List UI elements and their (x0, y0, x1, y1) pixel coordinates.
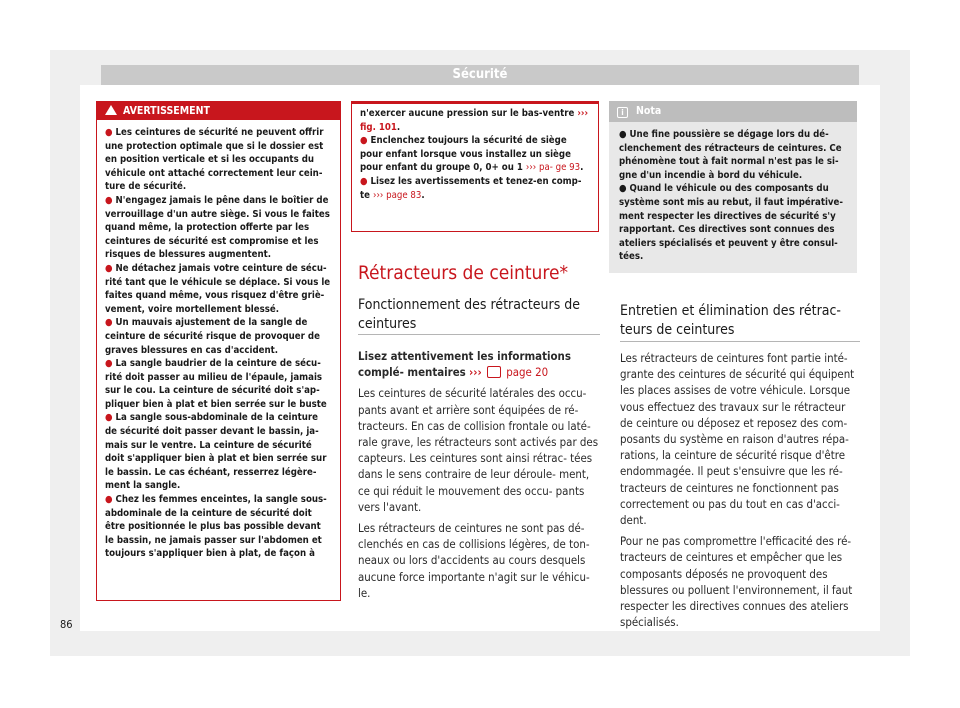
bullet-icon: ● (105, 358, 113, 370)
warning-item: ● Chez les femmes enceintes, la sangle sous- abdominale de la ceinture de sécurité doit être positionnée le plus bas possible devant le bassin, ne jamais passer sur l'abdomen et toujours s'appliquer bien à plat, de façon à (105, 494, 327, 560)
warning-title: AVERTISSEMENT (123, 105, 210, 117)
note-box (609, 101, 857, 273)
note-item: ● Quand le véhicule ou des composants du système sont mis au rebut, il faut impérative- ment respecter les directives de sécurité s'y rapportant. Ces directives sont connues des ateliers spécialisés et peuvent y être consul- tées. (619, 183, 843, 263)
paragraph: Les ceintures de sécurité latérales des occu- pants avant et arrière sont équipées de ré- tracteurs. En cas de collision frontale ou laté- rale grave, les rétracteurs sont activés par des capteurs. Les ceintures sont ainsi rétrac- tées dans le sens contraire de leur déroule- ment, ce qui réduit le mouvement des occu- pants vers l'avant. (358, 386, 599, 514)
section-subtitle: Fonctionnement des rétracteurs de ceintures (358, 297, 581, 332)
paragraph: Pour ne pas compromettre l'efficacité des ré- tracteurs de ceintures et empêcher que les composants déposés ne provoquent des blessures ou polluent l'environnement, il faut respecter les directives connues des ateliers spécialisés. (620, 534, 853, 630)
book-icon (487, 366, 501, 378)
ref-arrows: ››› (469, 365, 482, 380)
warning-item: ● Un mauvais ajustement de la sangle de ceinture de sécurité risque de provoquer de graves blessures en cas d'accident. (105, 317, 320, 356)
figure-link[interactable]: ››› fig. 101 (360, 108, 589, 133)
page-number: 86 (60, 618, 73, 631)
note-body (609, 122, 857, 264)
note-title: Nota (636, 105, 662, 117)
page-link[interactable]: ››› pa- ge 93 (525, 162, 581, 174)
bullet-icon: ● (105, 317, 113, 329)
section2-body (620, 350, 860, 635)
warning-item: ● Lisez les avertissements et tenez-en comp- te ››› page 83. (360, 175, 582, 201)
note-header (609, 101, 857, 122)
bullet-icon: ● (360, 175, 368, 187)
warning-item: ● Les ceintures de sécurité ne peuvent offrir une protection optimale que si le dossier est en position verticale et si les occupants du véhicule ont attaché correctement leur cein- ture de sécurité. (105, 127, 324, 193)
warning-box (96, 101, 341, 601)
warning-item: ● La sangle baudrier de la ceinture de sécu- rité doit passer au milieu de l'épaule, jamais sur le cou. La ceinture de sécurité doit s'ap- pliquer bien à plat et bien serrée sur le buste (105, 358, 327, 410)
warning-item: ● La sangle sous-abdominale de la ceinture de sécurité doit passer devant le bassin, ja- mais sur le ventre. La ceinture de sécurité doit s'appliquer bien à plat et bien serrée sur le bassin. Le cas échéant, resserrez légère- ment la sangle. (105, 412, 327, 492)
section-body (358, 348, 600, 606)
divider (620, 341, 860, 342)
bullet-icon: ● (619, 183, 627, 195)
bullet-icon: ● (360, 135, 368, 147)
paragraph: Les rétracteurs de ceintures font partie inté- grante des ceintures de sécurité qui équipent les places assises de votre véhicule. Lorsque vous effectuez des travaux sur le rétracteur de ceinture ou déposez et reposez des com- posants du système en raison d'autres répa- rations, la ceinture de sécurité risque d'être endommagée. Il peut s'ensuivre que les ré- tracteurs de ceintures ne fonctionnent pas correctement ou pas du tout en cas d'acci- dent. (620, 351, 855, 528)
warning-cont-line: n'exercer aucune pression sur le bas-ventre ››› fig. 101. (360, 108, 589, 133)
warning-triangle-icon (105, 105, 117, 115)
warning-continuation-body (352, 104, 598, 202)
page-link[interactable]: page 20 (506, 365, 549, 380)
warning-continuation-box (351, 101, 599, 232)
paragraph: Les rétracteurs de ceintures ne sont pas dé- clenchés en cas de collisions légères, de ton- neaux ou lors d'accidents au cours desquels aucune force importante n'agit sur le véhicu- le. (358, 521, 590, 600)
bullet-icon: ● (105, 127, 113, 138)
bullet-icon: ● (105, 262, 113, 274)
divider (358, 334, 600, 335)
warning-item: ● N'engagez jamais le pêne dans le boîtier de verrouillage d'un autre siège. Si vous le faites quand même, la protection offerte par les ceintures de sécurité est compromise et les risques de blessures augmentent. (105, 194, 330, 261)
section-header: Sécurité (101, 65, 859, 85)
warning-header (97, 102, 340, 120)
page-link[interactable]: ››› page 83 (373, 189, 422, 201)
intro-line: Lisez attentivement les informations complé- mentaires ››› page 20 (358, 349, 571, 380)
section2-subtitle: Entretien et élimination des rétrac- teurs de ceintures (620, 303, 841, 338)
bullet-icon: ● (105, 494, 113, 506)
info-icon: i (617, 107, 628, 118)
warning-body (97, 120, 340, 561)
section-title: Rétracteurs de ceinture* (358, 262, 569, 284)
warning-item: ● Ne détachez jamais votre ceinture de sécu- rité tant que le véhicule se déplace. Si vous le faites quand même, vous risquez d'être griè- vement, voire mortellement blessé. (105, 262, 331, 315)
note-item: ● Une fine poussière se dégage lors du dé- clenchement des rétracteurs de ceintures. Ce phénomène tout à fait normal n'est pas le si- gne d'un incendie à bord du véhicule. (619, 129, 842, 181)
bullet-icon: ● (619, 129, 627, 140)
bullet-icon: ● (105, 194, 113, 206)
bullet-icon: ● (105, 412, 113, 424)
warning-item: ● Enclenchez toujours la sécurité de siège pour enfant lorsque vous installez un siège pour enfant du groupe 0, 0+ ou 1 ››› pa- ge 93. (360, 135, 584, 174)
